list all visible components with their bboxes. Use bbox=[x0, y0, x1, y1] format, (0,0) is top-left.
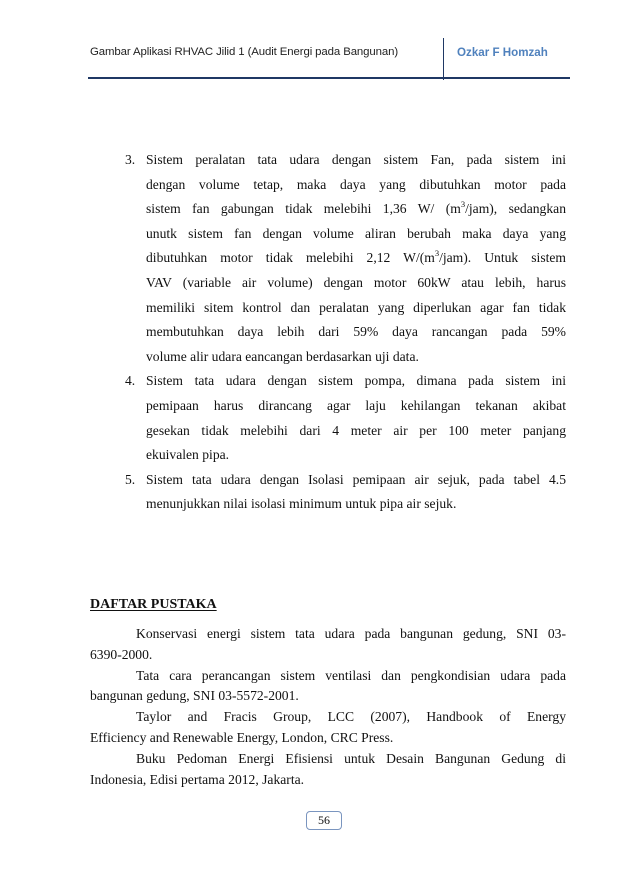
numbered-list bbox=[125, 148, 566, 517]
header-author: Ozkar F Homzah bbox=[457, 46, 548, 59]
header-rule bbox=[88, 77, 570, 79]
text-line: membutuhkan daya lebih dari 59% daya rancangan pada 59% bbox=[146, 324, 566, 340]
references-title: DAFTAR PUSTAKA bbox=[90, 597, 217, 612]
text-line: Indonesia, Edisi pertama 2012, Jakarta. bbox=[90, 771, 305, 787]
text-line: Sistem tata udara dengan sistem pompa, dimana pada sistem ini bbox=[146, 373, 566, 389]
text-line: memiliki sitem kontrol dan peralatan yang diperlukan agar fan tidak bbox=[146, 299, 566, 315]
list-number: 5. bbox=[125, 471, 136, 487]
list-item-4 bbox=[125, 369, 566, 467]
header-title: Gambar Aplikasi RHVAC Jilid 1 (Audit Energi pada Bangunan) bbox=[90, 46, 399, 58]
text-line: Tata cara perancangan sistem ventilasi dan pengkondisian udara pada bbox=[136, 667, 566, 683]
text-line: Buku Pedoman Energi Efisiensi untuk Desain Bangunan Gedung di bbox=[136, 750, 566, 766]
list-item-3 bbox=[125, 148, 566, 369]
text-line: Taylor and Fracis Group, LCC (2007), Handbook of Energy bbox=[136, 709, 566, 725]
text-line bbox=[146, 197, 566, 222]
text-line: bangunan gedung, SNI 03-5572-2001. bbox=[90, 688, 299, 704]
list-number: 4. bbox=[125, 373, 136, 389]
text-fragment: /jam). Untuk sistem bbox=[439, 250, 566, 266]
references-list bbox=[90, 624, 566, 790]
reference-entry bbox=[90, 749, 566, 791]
text-line: ekuivalen pipa. bbox=[146, 447, 230, 463]
reference-entry bbox=[90, 707, 566, 749]
text-fragment: /jam), sedangkan bbox=[465, 201, 566, 217]
list-item-5 bbox=[125, 468, 566, 517]
page-number: 56 bbox=[306, 811, 342, 830]
text-line: unutk sistem fan dengan volume aliran berubah maka daya yang bbox=[146, 225, 566, 241]
reference-entry bbox=[90, 666, 566, 708]
superscript: 3 bbox=[434, 248, 440, 259]
text-line: dengan volume tetap, maka daya yang dibutuhkan motor pada bbox=[146, 176, 566, 192]
text-line: volume alir udara eancangan berdasarkan uji data. bbox=[146, 348, 419, 364]
text-line: 6390-2000. bbox=[90, 646, 153, 662]
text-line: gesekan tidak melebihi dari 4 meter air per 100 meter panjang bbox=[146, 422, 566, 438]
superscript: 3 bbox=[460, 199, 466, 210]
text-line bbox=[146, 246, 566, 271]
list-number: 3. bbox=[125, 152, 136, 167]
text-line: pemipaan harus dirancang agar laju kehilangan tekanan akibat bbox=[146, 397, 566, 413]
text-line: Sistem peralatan tata udara dengan sistem Fan, pada sistem ini bbox=[146, 152, 566, 167]
text-line: Sistem tata udara dengan Isolasi pemipaan air sejuk, pada tabel 4.5 bbox=[146, 471, 566, 487]
text-fragment: sistem fan gabungan tidak melebihi 1,36 W/ (m bbox=[146, 201, 461, 217]
header-divider bbox=[443, 38, 444, 80]
text-fragment: dibutuhkan motor tidak melebihi 2,12 W/(m bbox=[146, 250, 435, 266]
text-line: Konservasi energi sistem tata udara pada bangunan gedung, SNI 03- bbox=[136, 626, 566, 641]
text-line: menunjukkan nilai isolasi minimum untuk pipa air sejuk. bbox=[146, 496, 457, 512]
reference-entry bbox=[90, 624, 566, 666]
text-line: Efficiency and Renewable Energy, London, CRC Press. bbox=[90, 729, 394, 745]
text-line: VAV (variable air volume) dengan motor 60kW atau lebih, harus bbox=[146, 274, 566, 290]
